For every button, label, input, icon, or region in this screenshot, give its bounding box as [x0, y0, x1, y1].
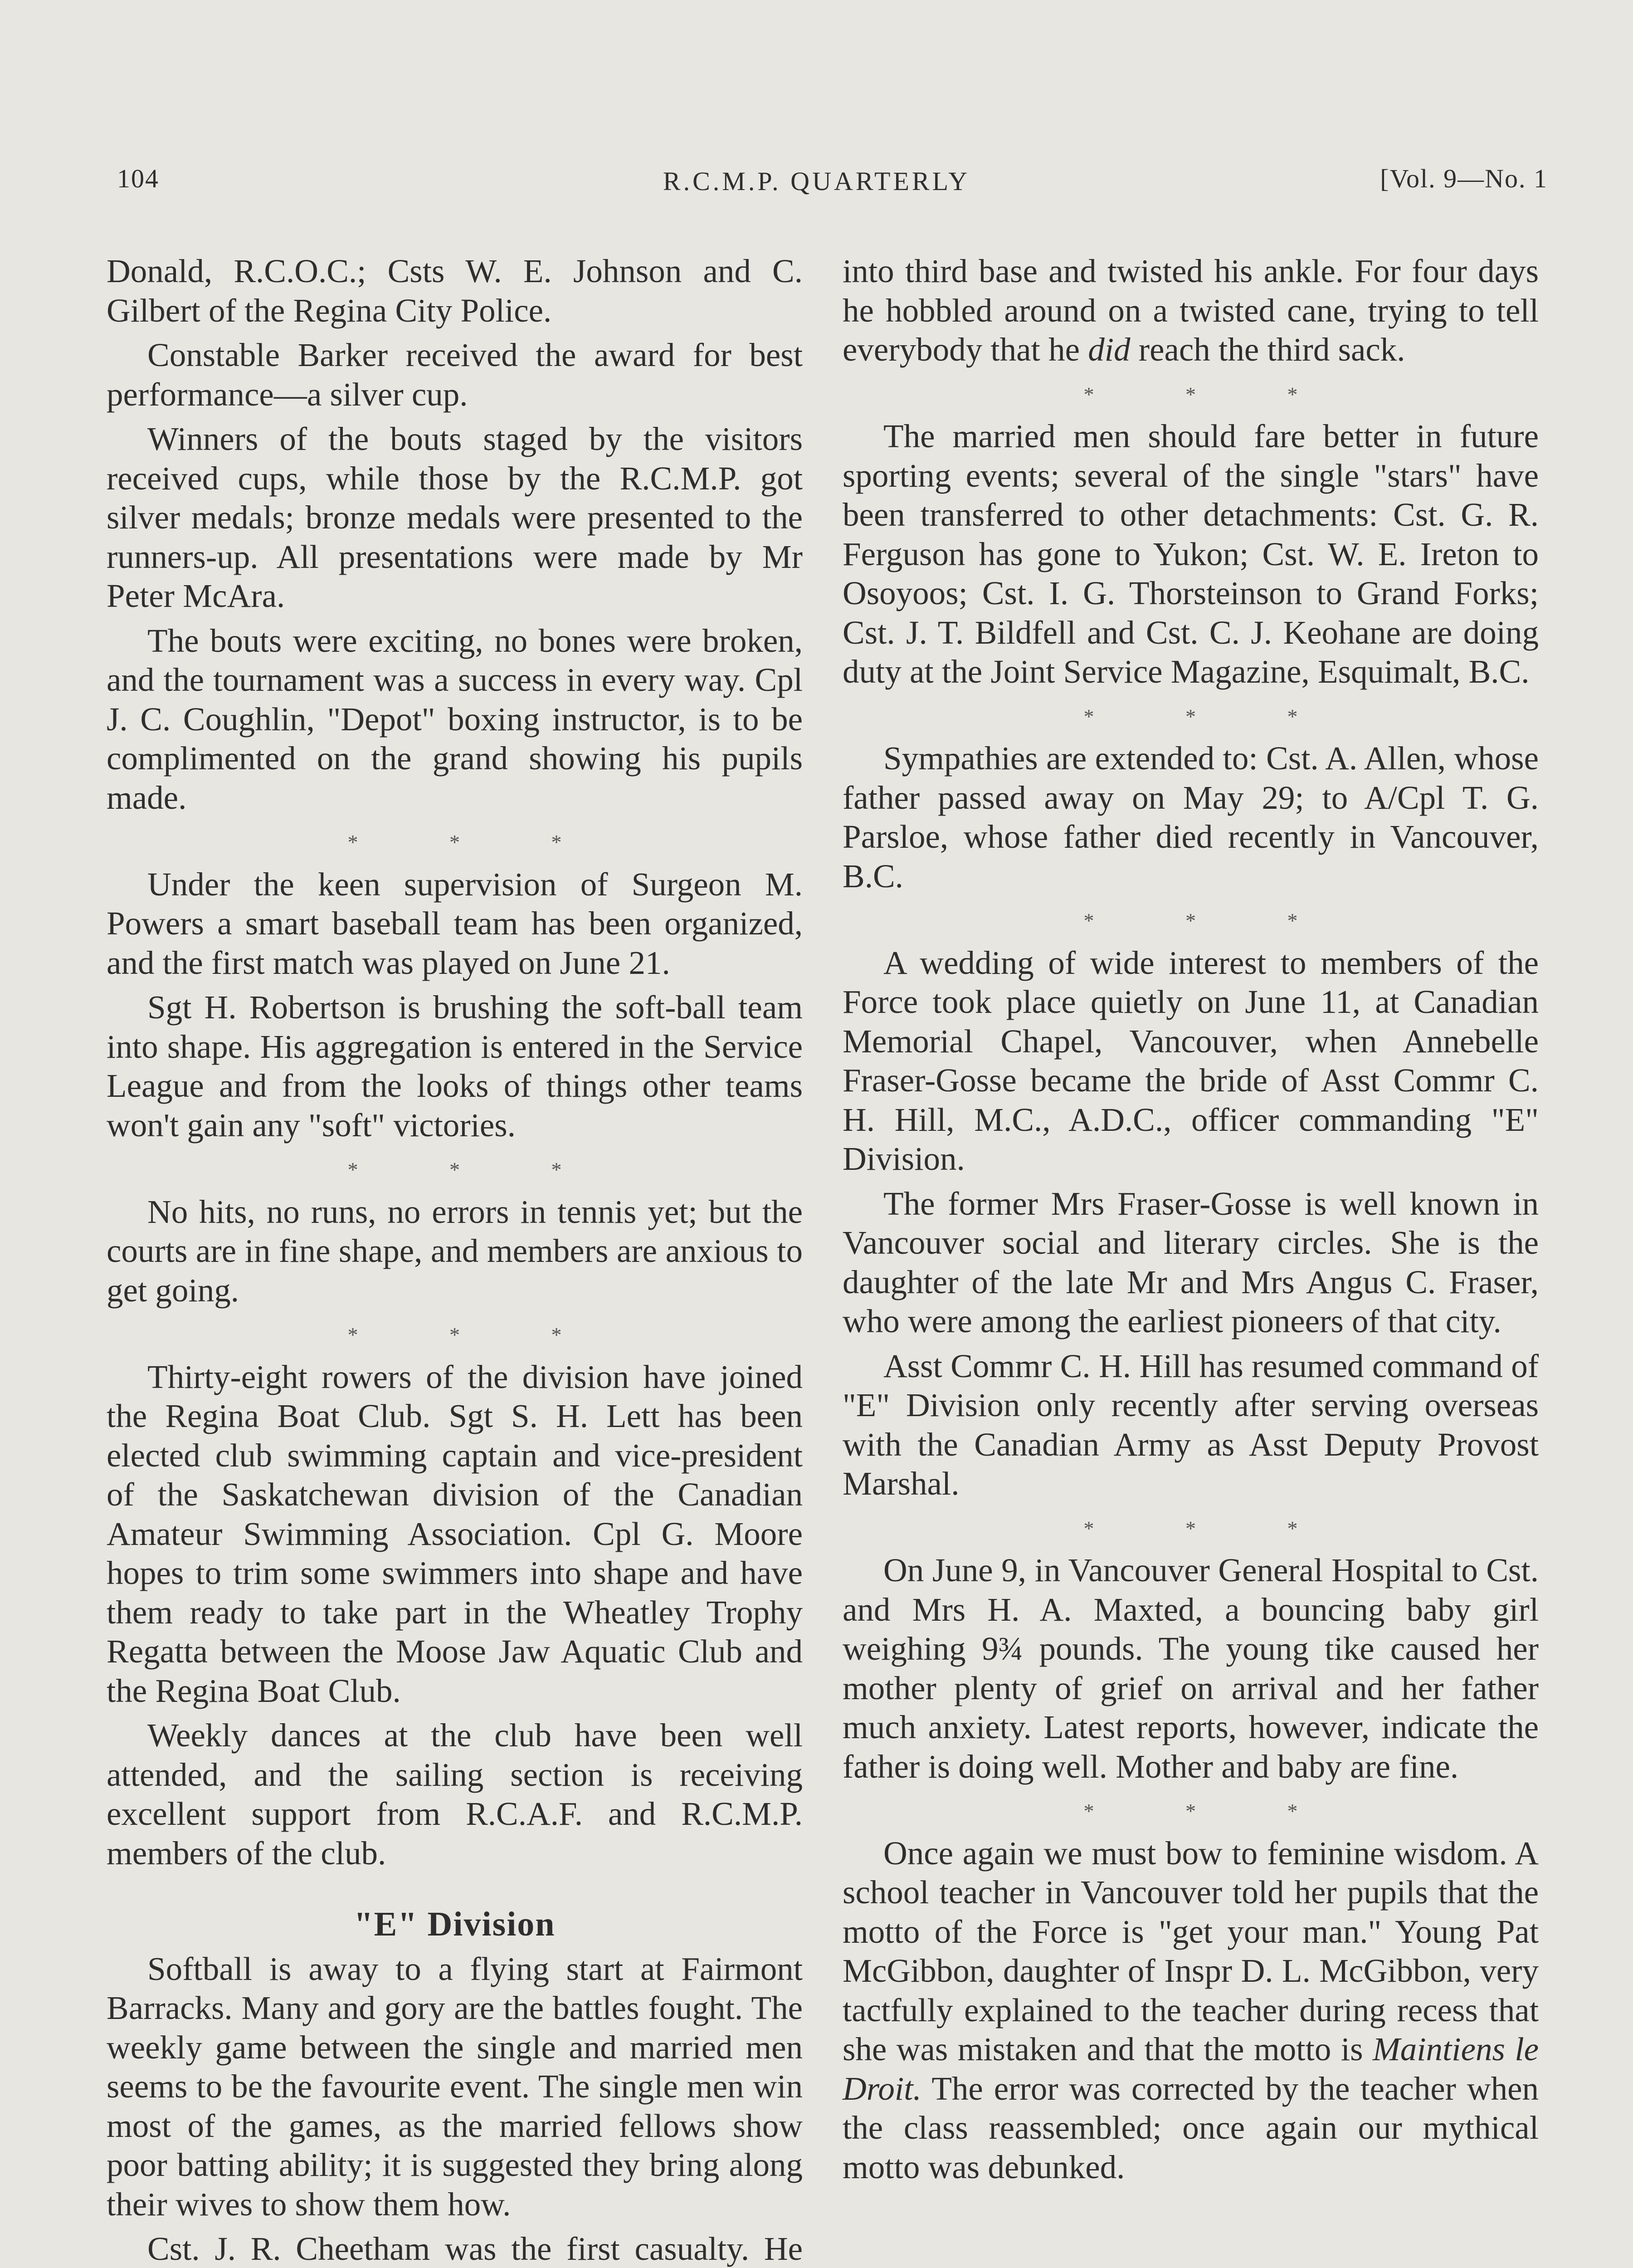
separator-stars: * * *: [347, 831, 562, 854]
paragraph: Constable Barker received the award for best performance—a silver cup.: [107, 337, 803, 413]
separator-stars: * * *: [1083, 1516, 1298, 1540]
paragraph: Weekly dances at the club have been well attended, and the sailing section is receiving excellent support from R.C.A.F. and R.C.M.P. members of the club.: [107, 1717, 803, 1872]
paragraph: No hits, no runs, no errors in tennis yet; but the courts are in fine shape, and members are anxious to get going.: [107, 1193, 803, 1309]
separator-stars: * * *: [347, 1158, 562, 1181]
paragraph-text: Once again we must bow to feminine wisdom. A school teacher in Vancouver told her pupils that the motto of the Force is "get your man." Young Pat McGibbon, daughter of Inspr D. L. McGibbon, very tactfully explained to the teacher during recess that she was mistaken and that the motto is: [843, 1834, 1539, 2068]
paragraph: The former Mrs Fraser-Gosse is well known in Vancouver social and literary circles. She is the daughter of the late Mr and Mrs Angus C. Fraser, who were among the earliest pioneers of that city.: [843, 1185, 1539, 1339]
paragraph: Thirty-eight rowers of the division have joined the Regina Boat Club. Sgt S. H. Lett has been elected club swimming captain and vice-president of the Saskatchewan division of the Canadian Amateur Swimming Association. Cpl G. Moore hopes to trim some swimmers into shape and have them ready to take part in the Wheatley Trophy Regatta between the Moose Jaw Aquatic Club and the Regina Boat Club.: [107, 1358, 803, 1709]
journal-title: R.C.M.P. QUARTERLY: [663, 166, 970, 196]
right-column: [843, 252, 1539, 2192]
paragraph: The married men should fare better in future sporting events; several of the single "stars" have been transferred to other detachments: Cst. G. R. Ferguson has gone to Yukon; Cst. W. E. Ireton to Osoyoos; Cst. I. G. Thorsteinson to Grand Forks; Cst. J. T. Bildfell and Cst. C. J. Keohane are doing duty at the Joint Service Magazine, Esquimalt, B.C.: [843, 418, 1539, 690]
paragraph: Donald, R.C.O.C.; Csts W. E. Johnson and C. Gilbert of the Regina City Police.: [107, 253, 803, 329]
volume-info: [Vol. 9—No. 1: [1380, 164, 1548, 193]
paragraph: Asst Commr C. H. Hill has resumed command of "E" Division only recently after serving overseas with the Canadian Army as Asst Deputy Provost Marshal.: [843, 1347, 1539, 1502]
paragraph: The bouts were exciting, no bones were broken, and the tournament was a success in every way. Cpl J. C. Coughlin, "Depot" boxing instructor, is to be complimented on the grand showing his pupils made.: [107, 622, 803, 816]
left-column: [107, 252, 803, 2268]
separator-stars: * * *: [1083, 704, 1298, 728]
separator-stars: * * *: [347, 1323, 562, 1346]
paragraph: Sympathies are extended to: Cst. A. Allen, whose father passed away on May 29; to A/Cpl T. G. Parsloe, whose father died recently in Vancouver, B.C.: [843, 740, 1539, 894]
emphasis: Maintiens le Droit.: [843, 2031, 1539, 2107]
paragraph: [843, 252, 1539, 370]
paragraph: Winners of the bouts staged by the visitors received cups, while those by the R.C.M.P. got silver medals; bronze medals were presented to the runners-up. All presentations were made by Mr Peter McAra.: [107, 420, 803, 614]
separator-stars: * * *: [1083, 1799, 1298, 1823]
paragraph: Softball is away to a flying start at Fairmont Barracks. Many and gory are the battles fought. The weekly game between the single and married men seems to be the favourite event. The single men win most of the games, as the married fellows show poor batting ability; it is suggested they bring along their wives to show them how.: [107, 1950, 803, 2223]
paragraph-text: reach the third sack.: [1138, 331, 1405, 368]
separator-stars: * * *: [1083, 382, 1298, 406]
page-number: 104: [117, 164, 159, 193]
paragraph: [843, 1834, 1539, 2187]
paragraph: Cst. J. R. Cheetham was the first casualty. He: [147, 2230, 803, 2267]
paragraph: Under the keen supervision of Surgeon M. Powers a smart baseball team has been organized, and the first match was played on June 21.: [107, 865, 803, 981]
paragraph: On June 9, in Vancouver General Hospital to Cst. and Mrs H. A. Maxted, a bouncing baby girl weighing 9¾ pounds. The young tike caused her mother plenty of grief on arrival and her father much anxiety. Latest reports, however, indicate the father is doing well. Mother and baby are fine.: [843, 1552, 1539, 1785]
paragraph-text: into third base and twisted his ankle. For four days he hobbled around on a twisted cane, trying to tell everybody that he: [843, 253, 1539, 368]
emphasis: did: [1088, 331, 1131, 368]
running-head: [0, 163, 1633, 204]
paragraph: A wedding of wide interest to members of the Force took place quietly on June 11, at Canadian Memorial Chapel, Vancouver, when Annebelle Fraser-Gosse became the bride of Asst Commr C. H. Hill, M.C., A.D.C., officer commanding "E" Division.: [843, 944, 1539, 1177]
paragraph-text: The error was corrected by the teacher when the class reassembled; once again our mythical motto was debunked.: [843, 2070, 1539, 2185]
separator-stars: * * *: [1083, 909, 1298, 932]
section-heading: "E" Division: [354, 1905, 556, 1943]
paragraph: Sgt H. Robertson is brushing the soft-ball team into shape. His aggregation is entered in the Service League and from the looks of things other teams won't gain any "soft" victories.: [107, 989, 803, 1144]
